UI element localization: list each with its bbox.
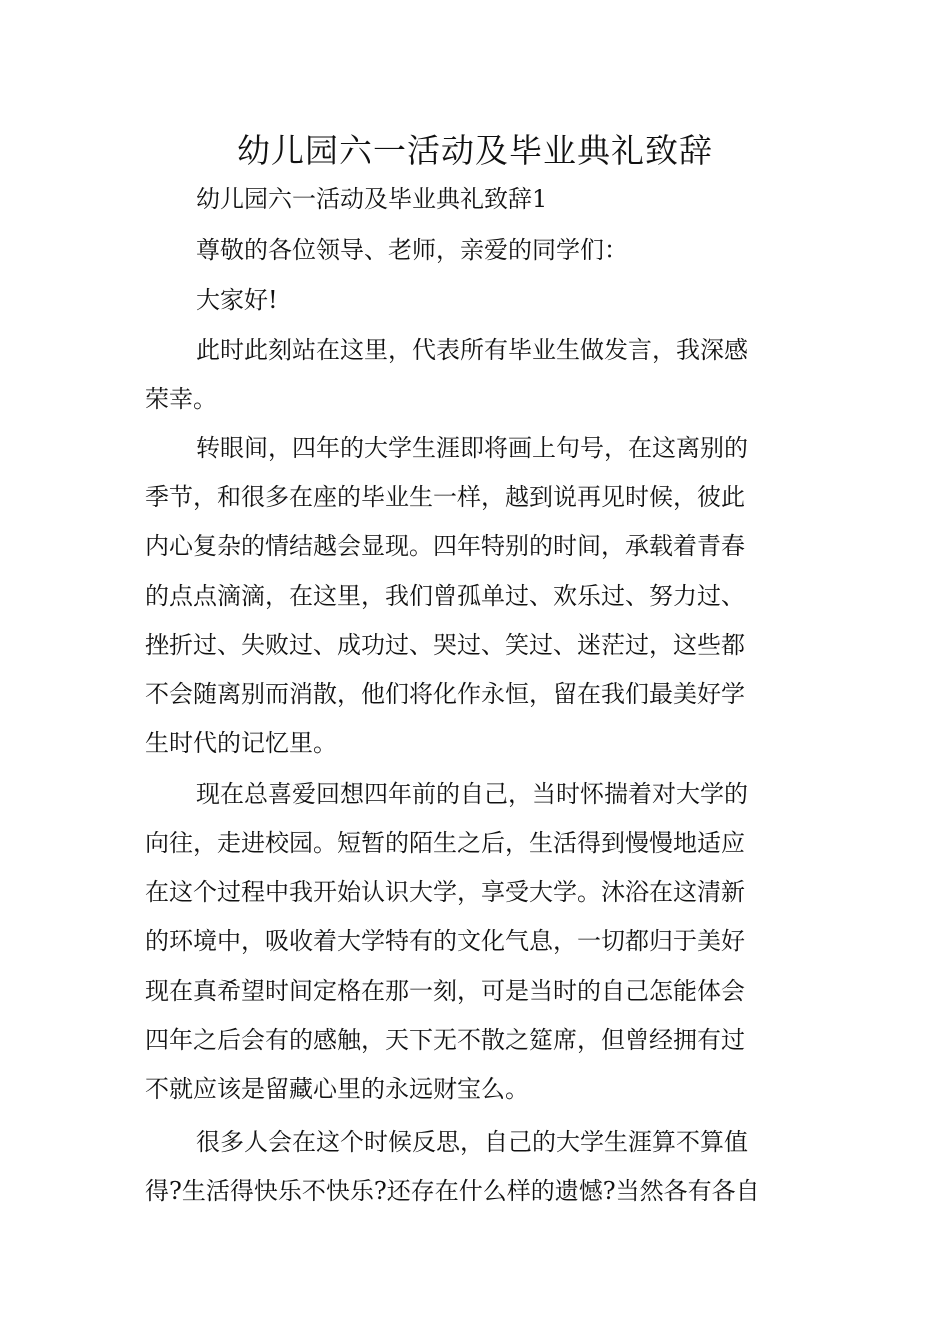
document-title: 幼儿园六一活动及毕业典礼致辞	[237, 131, 713, 170]
paragraph-line: 不就应该是留藏心里的永远财宝么。	[145, 1075, 529, 1103]
paragraph-line: 现在真希望时间定格在那一刻，可是当时的自己怎能体会	[145, 977, 745, 1005]
paragraph-line: 向往，走进校园。短暂的陌生之后，生活得到慢慢地适应	[145, 829, 745, 857]
paragraph-line: 挫折过、失败过、成功过、哭过、笑过、迷茫过，这些都	[145, 631, 745, 659]
paragraph-line: 内心复杂的情结越会显现。四年特别的时间，承载着青春	[145, 532, 745, 560]
paragraph-line: 转眼间，四年的大学生涯即将画上句号，在这离别的	[196, 434, 748, 462]
paragraph-line: 很多人会在这个时候反思，自己的大学生涯算不算值	[196, 1128, 748, 1156]
paragraph-line: 四年之后会有的感触，天下无不散之筵席，但曾经拥有过	[145, 1026, 745, 1054]
paragraph-line: 的点点滴滴，在这里，我们曾孤单过、欢乐过、努力过、	[145, 582, 745, 610]
paragraph-line: 现在总喜爱回想四年前的自己，当时怀揣着对大学的	[196, 780, 748, 808]
paragraph-line: 得?生活得快乐不快乐?还存在什么样的遗憾?当然各有各自	[145, 1177, 760, 1205]
paragraph-line: 季节，和很多在座的毕业生一样，越到说再见时候，彼此	[145, 483, 745, 511]
paragraph-line: 此时此刻站在这里，代表所有毕业生做发言，我深感	[196, 336, 748, 364]
paragraph-line: 的环境中，吸收着大学特有的文化气息，一切都归于美好	[145, 927, 745, 955]
paragraph-line: 不会随离别而消散，他们将化作永恒，留在我们最美好学	[145, 680, 745, 708]
document-subtitle: 幼儿园六一活动及毕业典礼致辞1	[196, 185, 548, 213]
paragraph-line: 生时代的记忆里。	[145, 729, 337, 757]
greeting-line: 尊敬的各位领导、老师，亲爱的同学们：	[196, 236, 628, 264]
paragraph-line: 在这个过程中我开始认识大学，享受大学。沐浴在这清新	[145, 878, 745, 906]
hello-line: 大家好!	[196, 286, 278, 314]
paragraph-line: 荣幸。	[145, 385, 217, 413]
